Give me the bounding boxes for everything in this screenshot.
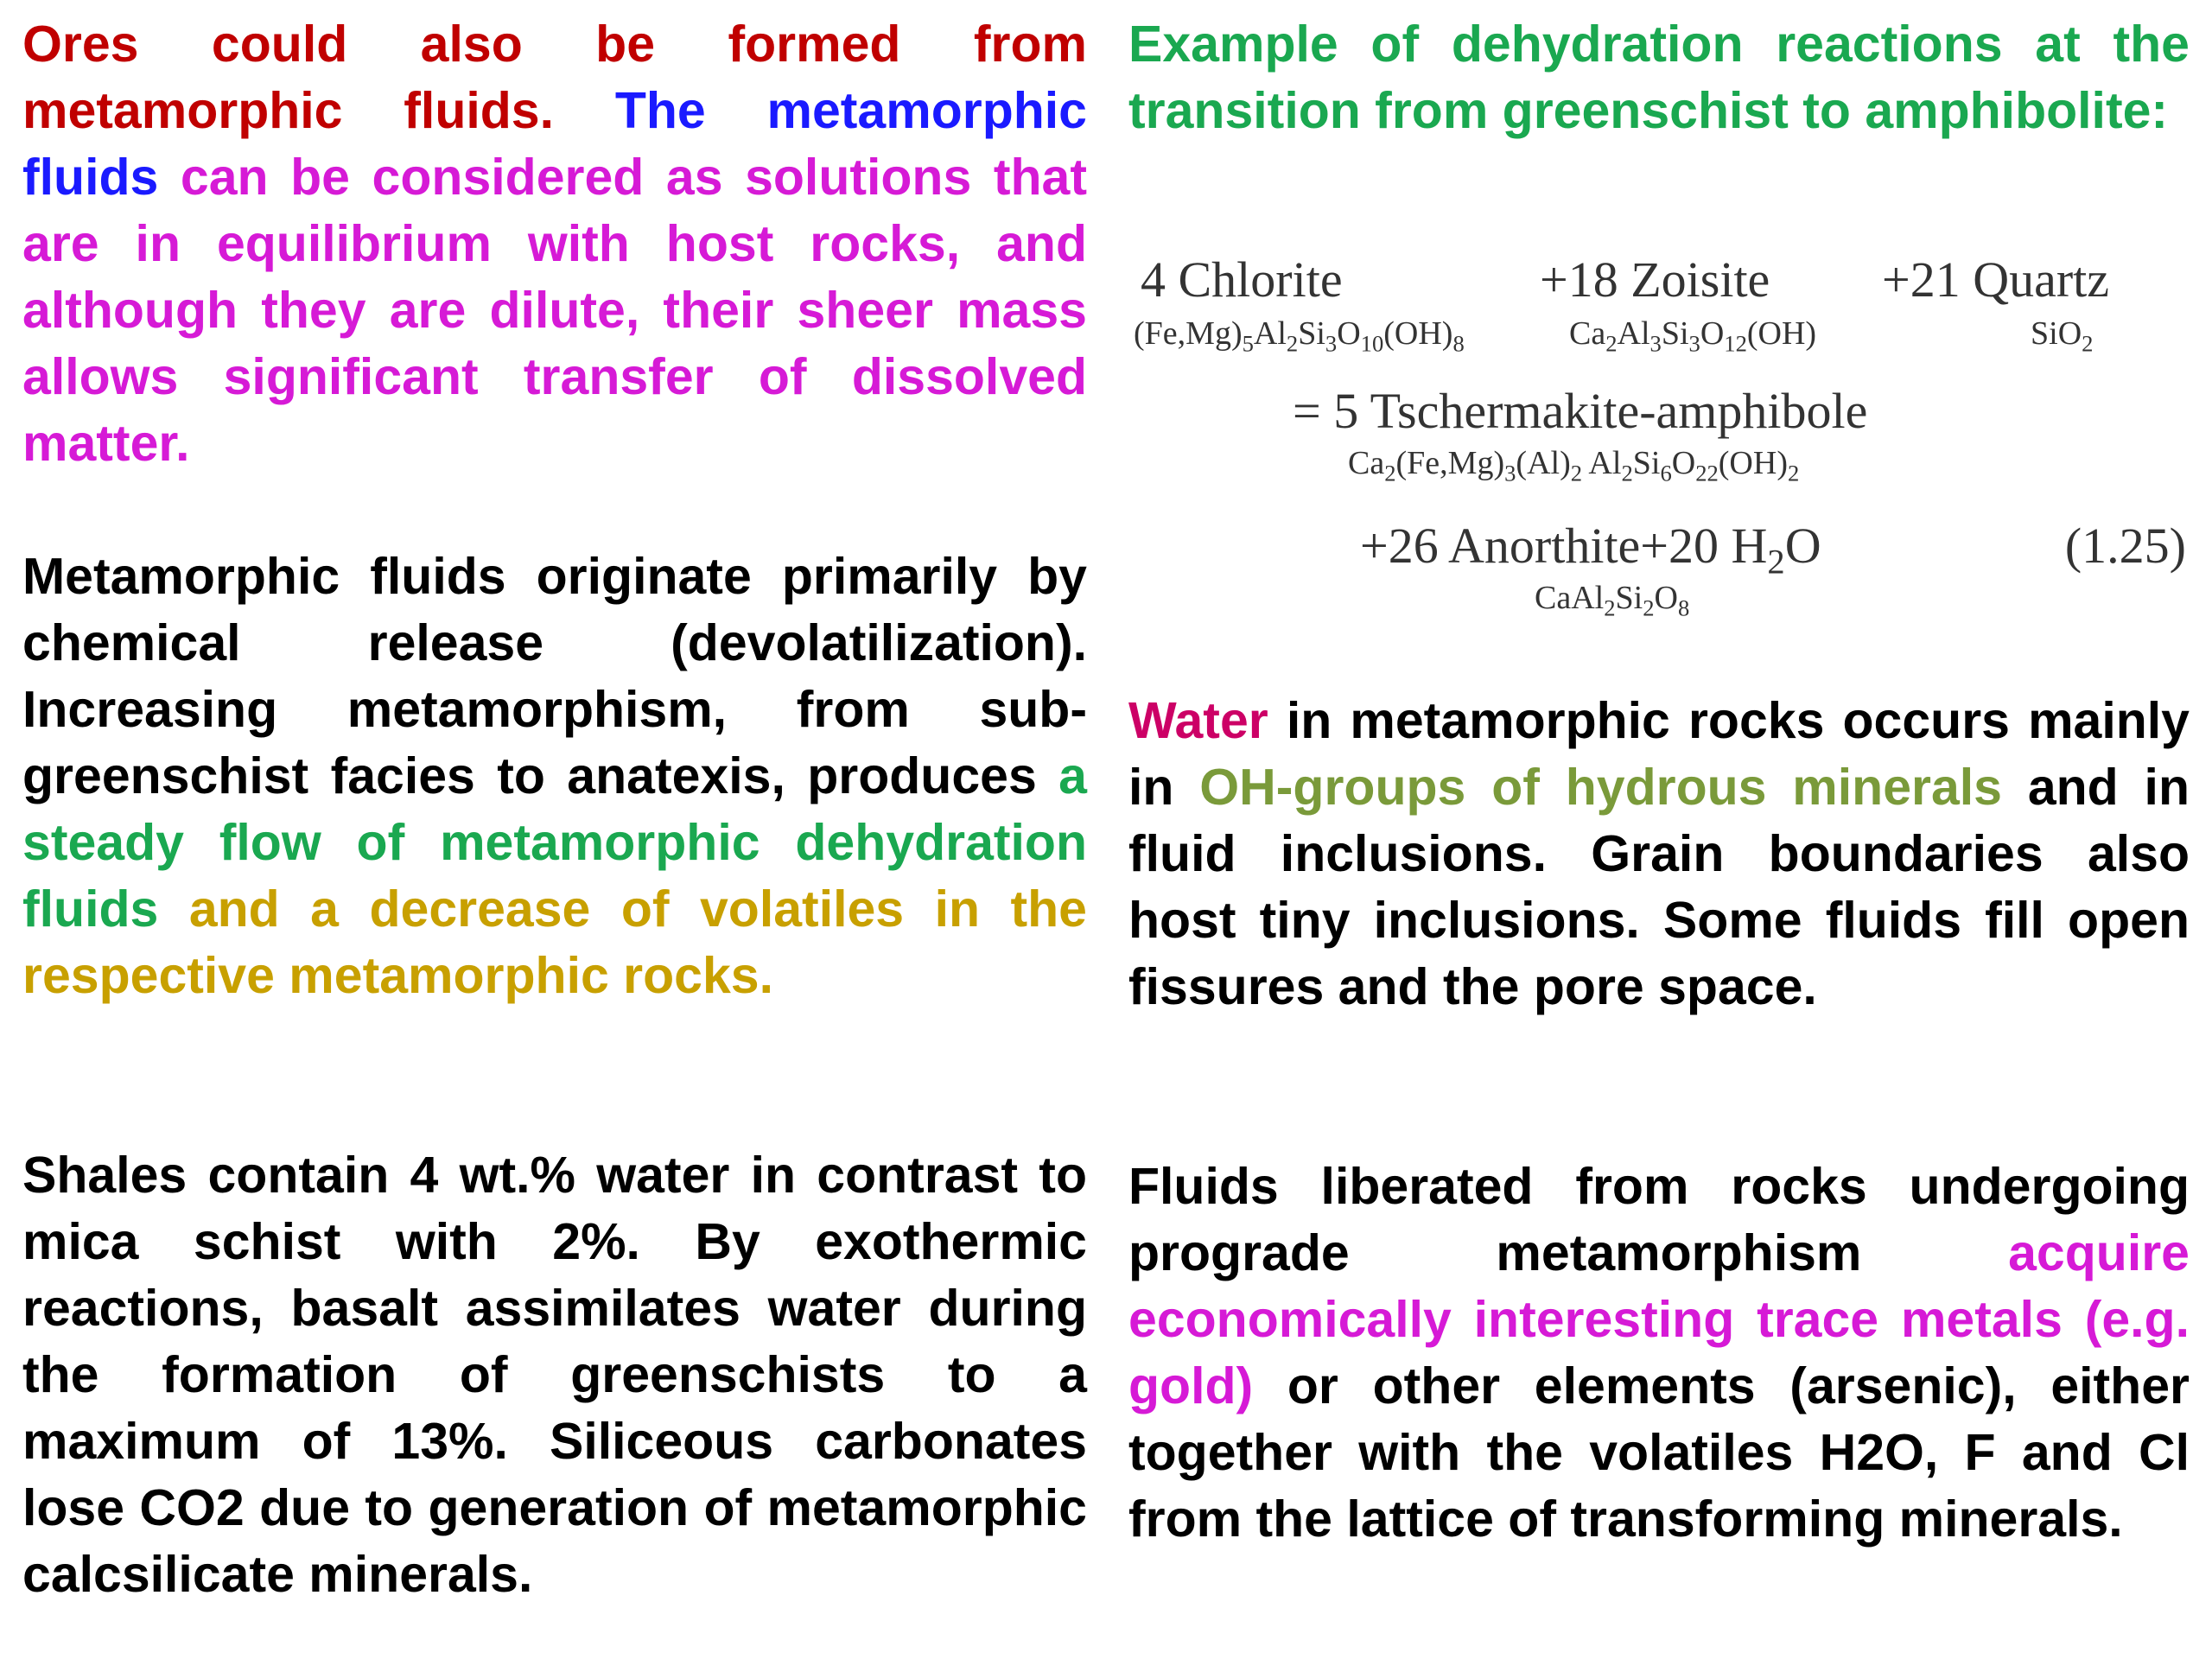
eq-tschermakite: = 5 Tschermakite-amphibole xyxy=(1293,383,1868,439)
text-water: Water xyxy=(1128,692,1268,749)
text-occurs-mainly: in metamorphic rocks occurs mainly in xyxy=(1128,692,2190,816)
text-ores-formed: Ores could also be formed from metamorphic fluids. xyxy=(22,16,1087,139)
eq-chlorite-formula: $(Fe,Mg)_5Al_2Si_3O_{10}(OH)_8$ xyxy=(1134,315,1465,357)
eq-anorthite-formula: $CaAl_2Si_2O_8$ xyxy=(1535,580,1690,621)
reaction-equation xyxy=(1128,242,2190,622)
text-solutions-equilibrium: can be considered as solutions that are in equilibrium with host rocks, and although they are dilute, their sheer mass allows significant transfer of dissolved matter. xyxy=(22,149,1087,472)
eq-quartz: +21 Quartz xyxy=(1882,251,2110,308)
text-fluids-liberated: Fluids liberated from rocks undergoing prograde metamorphism xyxy=(1128,1158,2190,1281)
text-volatiles-decrease: and a decrease of volatiles in the respective metamorphic rocks. xyxy=(22,880,1087,1004)
text-dehydration-example: Example of dehydration reactions at the transition from greenschist to amphibolite: xyxy=(1128,16,2190,139)
text-oh-groups: OH-groups of hydrous minerals xyxy=(1199,759,2002,816)
paragraph-ores-fluids xyxy=(22,11,1087,477)
eq-chlorite: 4 Chlorite xyxy=(1141,251,1343,308)
paragraph-water-occurrence xyxy=(1128,688,2190,1020)
text-trace-metals: acquire economically interesting trace metals (e.g. gold) xyxy=(1128,1224,2190,1414)
text-shales-water: Shales contain 4 wt.% water in contrast to mica schist with 2%. By exothermic reactions, basalt assimilates water during the formation of greenschists to a maximum of 13%. Siliceous carbonates lose CO2 due to generation of metamorphic calcsilicate minerals. xyxy=(22,1147,1087,1603)
eq-tschermakite-formula: $Ca_2(Fe,Mg)_3(Al)_2$ $Al_2Si_6O_{22}(OH)_2$ xyxy=(1348,445,1800,486)
eq-number: (1.25) xyxy=(2064,518,2186,574)
text-metamorphic-fluids: The metamorphic fluids xyxy=(22,82,1087,206)
paragraph-fluid-origin xyxy=(22,543,1087,1009)
text-steady-flow: a steady flow of metamorphic dehydration fluids xyxy=(22,747,1087,938)
eq-anorthite: +26 Anorthite+20 $H_2O$ xyxy=(1360,518,1821,582)
eq-zoisite: +18 Zoisite xyxy=(1540,251,1770,308)
eq-zoisite-formula: $Ca_2Al_3Si_3O_{12}(OH)$ xyxy=(1569,315,1817,357)
text-fluid-origin: Metamorphic fluids originate primarily by chemical release (devolatilization). Increasing metamorphism, from sub-greenschist facies to anatexis, produces xyxy=(22,548,1087,804)
paragraph-shales-water xyxy=(22,1142,1087,1608)
paragraph-fluids-liberated xyxy=(1128,1154,2190,1553)
text-fluid-inclusions: and in fluid inclusions. Grain boundaries also host tiny inclusions. Some fluids fill open fissures and the pore space. xyxy=(1128,759,2190,1015)
heading-dehydration-example xyxy=(1128,11,2190,144)
text-other-elements: or other elements (arsenic), either together with the volatiles H2O, F and Cl from the lattice of transforming minerals. xyxy=(1128,1357,2190,1548)
eq-quartz-formula: SiO$_2$ xyxy=(2031,315,2094,357)
